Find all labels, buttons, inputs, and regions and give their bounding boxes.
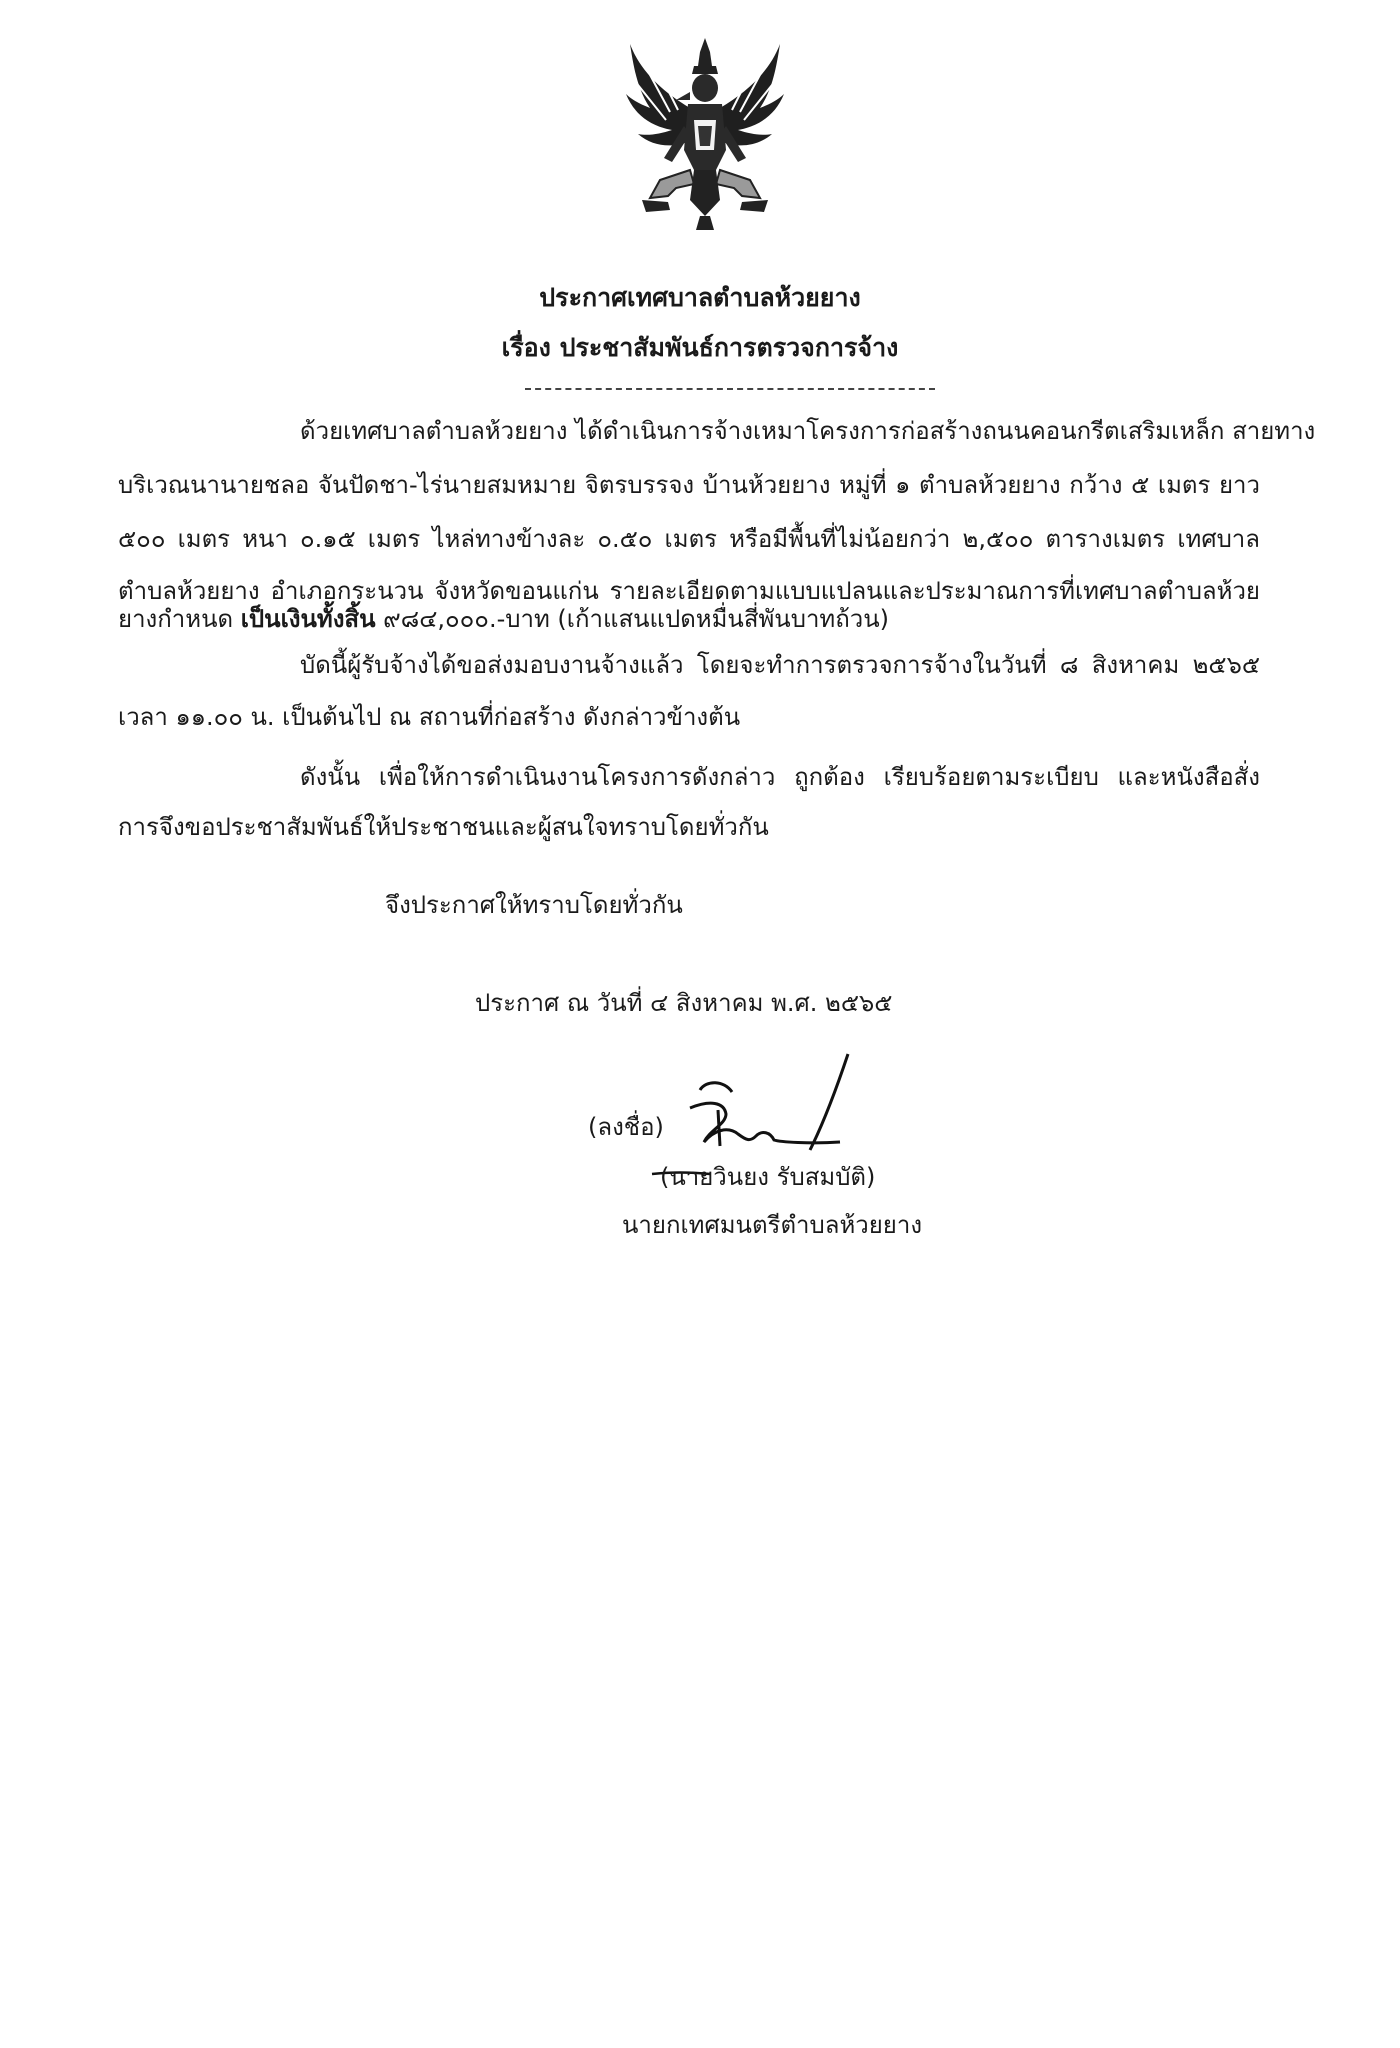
announcement-title: ประกาศเทศบาลตำบลห้วยยาง bbox=[539, 283, 861, 312]
sign-label: (ลงชื่อ) bbox=[588, 1113, 664, 1141]
budget-prefix: ยางกำหนด bbox=[118, 605, 241, 633]
paragraph-1-line-3: ๕๐๐ เมตร หนา ๐.๑๕ เมตร ไหล่ทางข้างละ ๐.๕๐ เมตร หรือมีพื้นที่ไม่น้อยกว่า ๒,๕๐๐ ตารางเมตร เทศบาล bbox=[118, 525, 1260, 553]
garuda-emblem bbox=[620, 30, 790, 240]
handwritten-signature bbox=[640, 1050, 870, 1180]
paragraph-3-line-2: การจึงขอประชาสัมพันธ์ให้ประชาชนและผู้สนใจทราบโดยทั่วกัน bbox=[118, 813, 769, 841]
paragraph-1-line-2: บริเวณนานายชลอ จันปัดชา-ไร่นายสมหมาย จิตรบรรจง บ้านห้วยยาง หมู่ที่ ๑ ตำบลห้วยยาง กว้าง ๕ เมตร ยาว bbox=[118, 471, 1260, 499]
paragraph-1-line-4: ตำบลห้วยยาง อำเภอกระนวน จังหวัดขอนแก่น รายละเอียดตามแบบแปลนและประมาณการที่เทศบาลตำบลห้วย bbox=[118, 577, 1260, 605]
budget-amount: ๙๘๔,๐๐๐.-บาท (เก้าแสนแปดหมื่นสี่พันบาทถ้วน) bbox=[375, 605, 890, 633]
signer-name: (นายวินยง รับสมบัติ) bbox=[660, 1163, 876, 1191]
announcement-subject: เรื่อง ประชาสัมพันธ์การตรวจการจ้าง bbox=[501, 333, 899, 362]
announce-line: จึงประกาศให้ทราบโดยทั่วกัน bbox=[385, 891, 683, 919]
budget-label: เป็นเงินทั้งสิ้น bbox=[240, 605, 376, 633]
divider-dashed bbox=[525, 388, 935, 390]
paragraph-2-line-2: เวลา ๑๑.๐๐ น. เป็นต้นไป ณ สถานที่ก่อสร้าง ดังกล่าวข้างต้น bbox=[118, 703, 741, 731]
signer-position: นายกเทศมนตรีตำบลห้วยยาง bbox=[622, 1211, 923, 1239]
announcement-date: ประกาศ ณ วันที่ ๔ สิงหาคม พ.ศ. ๒๕๖๕ bbox=[475, 989, 893, 1017]
paragraph-1-line-1: ด้วยเทศบาลตำบลห้วยยาง ได้ดำเนินการจ้างเหมาโครงการก่อสร้างถนนคอนกรีตเสริมเหล็ก สายทาง bbox=[300, 417, 1316, 445]
paragraph-1-line-5 bbox=[118, 604, 1260, 634]
paragraph-3-line-1: ดังนั้น เพื่อให้การดำเนินงานโครงการดังกล่าว ถูกต้อง เรียบร้อยตามระเบียบ และหนังสือสั่ง bbox=[300, 763, 1260, 791]
paragraph-2-line-1: บัดนี้ผู้รับจ้างได้ขอส่งมอบงานจ้างแล้ว โดยจะทำการตรวจการจ้างในวันที่ ๘ สิงหาคม ๒๕๖๕ bbox=[300, 651, 1260, 679]
